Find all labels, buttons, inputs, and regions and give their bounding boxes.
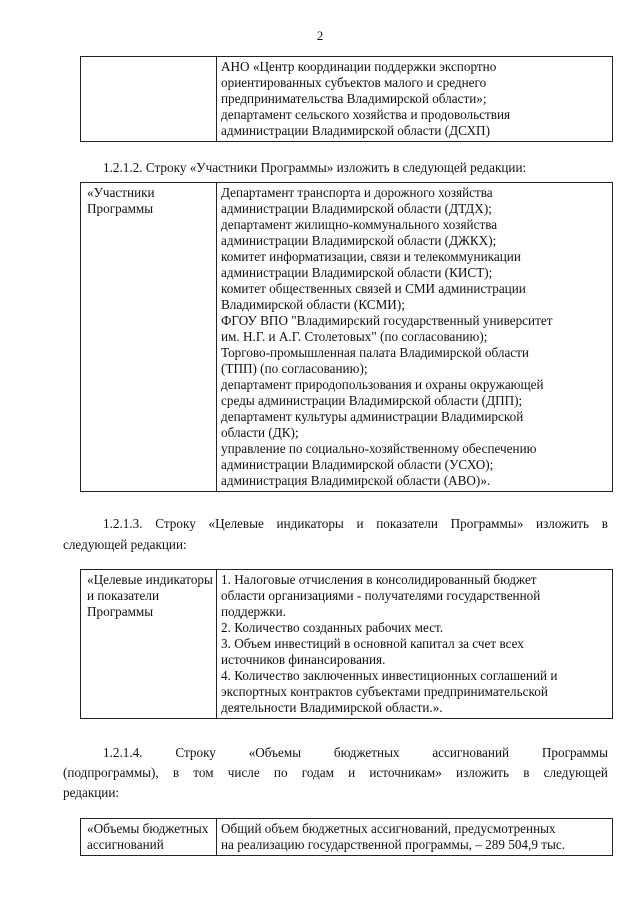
table-line: 4. Количество заключенных инвестиционных соглашений и	[221, 668, 558, 683]
indicators-table	[80, 569, 613, 719]
heading-word: и	[356, 516, 364, 531]
table-line: источников финансирования.	[221, 652, 386, 667]
table-line: и показатели	[87, 588, 160, 603]
table-cell-value	[217, 183, 613, 492]
table-line: «Объемы бюджетных	[87, 821, 209, 836]
table-line: ассигнований	[87, 837, 164, 852]
heading-word: «Объемы	[248, 745, 302, 760]
heading-line	[63, 765, 608, 781]
heading-word: 1.2.1.4.	[103, 745, 143, 760]
table-line: департамент природопользования и охраны окружающей	[221, 377, 544, 392]
section-heading-1-2-1-4-cont	[63, 765, 608, 781]
heading-word: бюджетных	[333, 745, 400, 760]
table-line: Программы	[87, 604, 154, 619]
table-line: администрации Владимирской области (УСХО);	[221, 457, 494, 472]
table-row	[81, 183, 613, 492]
table-cell-label	[81, 570, 217, 719]
table-line: департамент культуры администрации Владимирской	[221, 409, 524, 424]
heading-word: том	[193, 765, 214, 780]
table-line: Общий объем бюджетных ассигнований, предусмотренных	[221, 821, 556, 836]
table-cell-label	[81, 819, 217, 856]
executors-table	[80, 56, 613, 142]
heading-line: редакции:	[63, 785, 120, 800]
table-cell-value	[217, 819, 613, 856]
table-row	[81, 57, 613, 142]
table-line: области организациями - получателями государственной	[221, 588, 541, 603]
table-line: экспортных контрактов субъектами предпринимательской	[221, 684, 548, 699]
heading-word: Строку	[175, 745, 216, 760]
heading-word: годам	[301, 765, 334, 780]
table-cell-label	[81, 57, 217, 142]
table-line: департамент сельского хозяйства и продовольствия	[221, 107, 511, 122]
table-line: 2. Количество созданных рабочих мест.	[221, 620, 444, 635]
table-cell-label	[81, 183, 217, 492]
table-line: ФГОУ ВПО "Владимирский государственный университет	[221, 313, 553, 328]
table-line: Торгово-промышленная палата Владимирской области	[221, 345, 529, 360]
table-line: «Целевые индикаторы	[87, 572, 213, 587]
heading-word: в	[172, 765, 180, 780]
budget-table	[80, 818, 613, 856]
section-heading-1-2-1-4	[103, 745, 608, 761]
table-row	[81, 570, 613, 719]
table-line: комитет информатизации, связи и телекоммуникации	[221, 249, 521, 264]
heading-word: изложить	[456, 765, 510, 780]
table-line: 1. Налоговые отчисления в консолидированный бюджет	[221, 572, 537, 587]
heading-word: источникам»	[369, 765, 442, 780]
table-line: Программы	[87, 201, 154, 216]
page-number: 2	[316, 28, 324, 43]
table-line: АНО «Центр координации поддержки экспортно	[221, 59, 497, 74]
heading-word: и	[348, 765, 356, 780]
heading-line	[103, 745, 608, 761]
table-line: поддержки.	[221, 604, 287, 619]
table-line: предпринимательства Владимирской области»;	[221, 91, 487, 106]
table-line: им. Н.Г. и А.Г. Столетовых" (по согласованию);	[221, 329, 488, 344]
table-line: администрации Владимирской области (ДСХП)	[221, 123, 490, 138]
heading-word: в	[601, 516, 608, 531]
heading-line	[103, 516, 608, 532]
section-heading-1-2-1-3	[83, 516, 608, 532]
table-line: ориентированных субъектов малого и среднего	[221, 75, 487, 90]
table-line: департамент жилищно-коммунального хозяйства	[221, 217, 498, 232]
heading-word: (подпрограммы),	[63, 765, 159, 780]
table-line: Владимирской области (КСМИ);	[221, 297, 405, 312]
participants-table	[80, 182, 613, 492]
heading-word: 1.2.1.3.	[103, 516, 143, 531]
table-cell-value	[217, 57, 613, 142]
table-line: управление по социально-хозяйственному обеспечению	[221, 441, 537, 456]
table-line: (ТПП) (по согласованию);	[221, 361, 368, 376]
heading-word: изложить	[536, 516, 590, 531]
heading-word: по	[273, 765, 288, 780]
table-line: Департамент транспорта и дорожного хозяйства	[221, 185, 493, 200]
table-line: среды администрации Владимирской области (ДПП);	[221, 393, 523, 408]
table-line: администрация Владимирской области (АВО)».	[221, 473, 491, 488]
heading-word: ассигнований	[432, 745, 510, 760]
heading-word: Строку	[155, 516, 196, 531]
table-line: «Участники	[87, 185, 155, 200]
heading-word: числе	[227, 765, 260, 780]
heading-word: Программы	[541, 745, 608, 760]
table-line: области (ДК);	[221, 425, 299, 440]
heading-word: индикаторы	[276, 516, 344, 531]
heading-line: следующей редакции:	[63, 537, 187, 552]
heading-word: в	[523, 765, 530, 780]
table-line: комитет общественных связей и СМИ администрации	[221, 281, 526, 296]
table-cell-value	[217, 570, 613, 719]
table-line: на реализацию государственной программы, – 289 504,9 тыс.	[221, 837, 565, 852]
table-line: администрации Владимирской области (КИСТ);	[221, 265, 493, 280]
heading-word: «Целевые	[208, 516, 264, 531]
heading-word: следующей	[543, 765, 608, 780]
table-line: деятельности Владимирской области.».	[221, 700, 443, 715]
heading-word: Программы»	[450, 516, 524, 531]
table-row	[81, 819, 613, 856]
section-heading-1-2-1-2: 1.2.1.2. Строку «Участники Программы» изложить в следующей редакции:	[103, 160, 527, 175]
heading-word: показатели	[376, 516, 438, 531]
table-line: администрации Владимирской области (ДЖКХ);	[221, 233, 497, 248]
table-line: администрации Владимирской области (ДТДХ);	[221, 201, 492, 216]
table-line: 3. Объем инвестиций в основной капитал за счет всех	[221, 636, 524, 651]
